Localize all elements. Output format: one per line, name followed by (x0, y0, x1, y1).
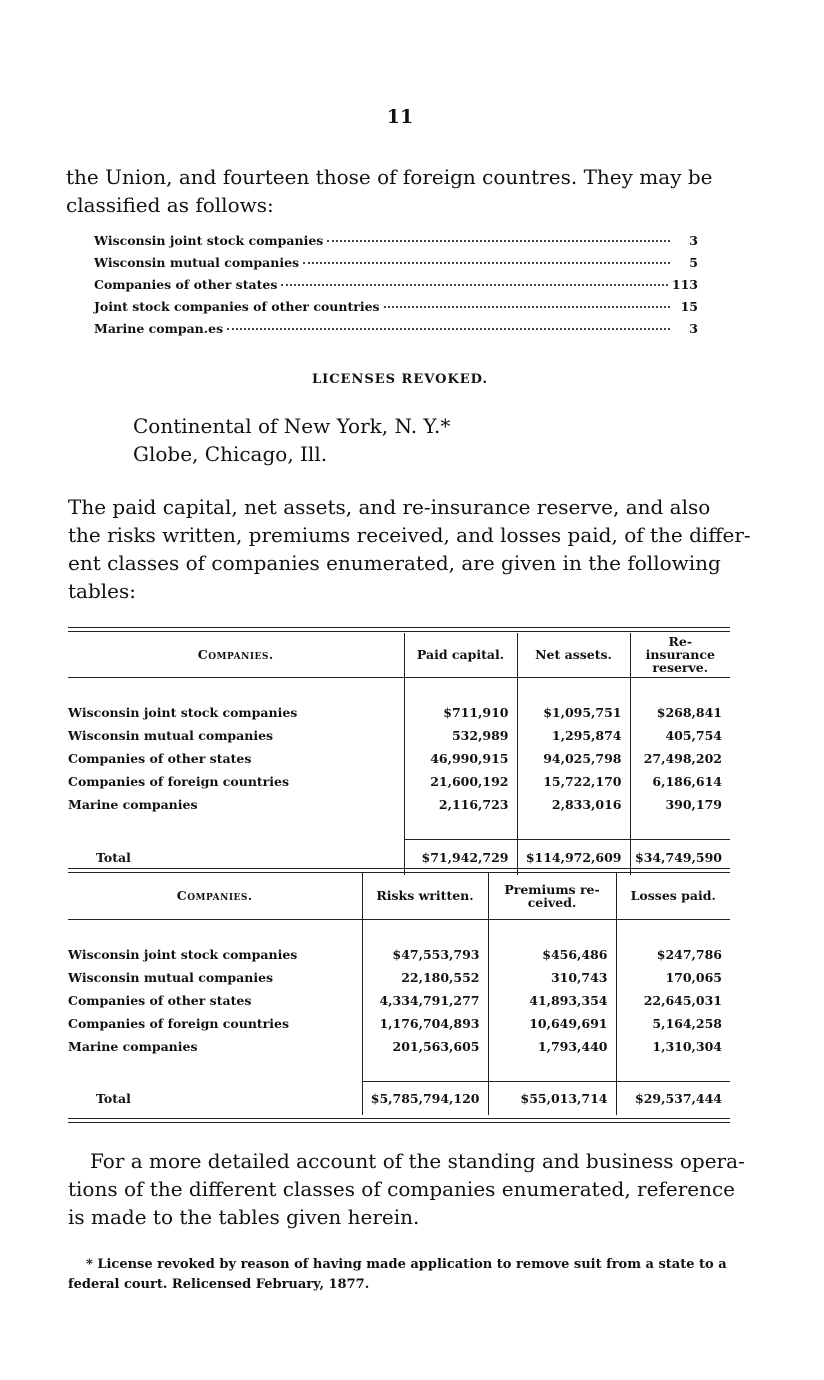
list-item (94, 321, 698, 343)
total-label: Total (96, 849, 131, 865)
column-header-net-assets: Net assets. (517, 633, 630, 677)
header-spacer (68, 919, 730, 943)
total-label: Total (96, 1090, 131, 1106)
footnote-line: federal court. Relicensed February, 1877. (68, 1277, 370, 1292)
page-number: 11 (386, 106, 414, 128)
classification-count: 3 (689, 321, 698, 336)
paragraph-line: ent classes of companies enumerated, are given in the following (68, 551, 721, 575)
table-rule (68, 631, 730, 632)
total-risks-written: $5,785,794,120 (362, 1081, 488, 1115)
risks-written-cell: 4,334,791,277 (362, 989, 488, 1012)
risks-premiums-table (68, 873, 730, 1115)
column-header-reinsurance-reserve: Re-insurance reserve. (630, 633, 730, 677)
table-rule (68, 627, 730, 628)
column-header-risks-written: Risks written. (362, 873, 488, 919)
revoked-company: Globe, Chicago, Ill. (133, 442, 328, 466)
classification-count: 15 (680, 299, 698, 314)
row-label: Wisconsin joint stock companies (68, 946, 298, 962)
list-item (94, 277, 698, 299)
dot-leader (227, 328, 670, 330)
premiums-received-cell: 1,793,440 (488, 1035, 616, 1058)
table-rule (68, 1122, 730, 1123)
reinsurance-cell: 390,179 (630, 793, 730, 816)
premiums-received-cell: 310,743 (488, 966, 616, 989)
paragraph-line: the Union, and fourteen those of foreign countres. They may be (66, 165, 713, 189)
table-row (68, 724, 730, 747)
classification-count: 5 (689, 255, 698, 270)
column-header-premiums-received: Premiums re-ceived. (488, 873, 616, 919)
list-item (94, 233, 698, 255)
classification-label: Wisconsin mutual companies (94, 255, 300, 270)
reinsurance-cell: 27,498,202 (630, 747, 730, 770)
row-label: Companies of other states (68, 992, 252, 1008)
reinsurance-cell: $268,841 (630, 701, 730, 724)
premiums-received-cell: 41,893,354 (488, 989, 616, 1012)
dot-leader (327, 240, 670, 242)
row-label: Wisconsin mutual companies (68, 969, 274, 985)
classification-label: Wisconsin joint stock companies (94, 233, 324, 248)
risks-written-cell: 1,176,704,893 (362, 1012, 488, 1035)
table-row (68, 701, 730, 724)
paid-capital-cell: 2,116,723 (404, 793, 517, 816)
table-header-row (68, 873, 730, 919)
column-header-companies: Companies. (197, 647, 274, 663)
total-reinsurance: $34,749,590 (630, 839, 730, 875)
footnote-line: * License revoked by reason of having made application to remove suit from a state to a (86, 1257, 727, 1272)
dot-leader (384, 306, 670, 308)
paragraph-line: is made to the tables given herein. (68, 1205, 420, 1229)
paragraph-line: For a more detailed account of the standing and business opera- (90, 1149, 745, 1173)
total-paid-capital: $71,942,729 (404, 839, 517, 875)
row-label: Companies of other states (68, 750, 252, 766)
total-premiums-received: $55,013,714 (488, 1081, 616, 1115)
revoked-company: Continental of New York, N. Y.* (133, 414, 451, 438)
reinsurance-cell: 405,754 (630, 724, 730, 747)
reinsurance-cell: 6,186,614 (630, 770, 730, 793)
footnote (68, 1255, 730, 1295)
total-net-assets: $114,972,609 (517, 839, 630, 875)
risks-written-cell: 201,563,605 (362, 1035, 488, 1058)
column-header-paid-capital: Paid capital. (404, 633, 517, 677)
net-assets-cell: 15,722,170 (517, 770, 630, 793)
column-header-companies: Companies. (176, 888, 253, 904)
premiums-received-cell: $456,486 (488, 943, 616, 966)
premiums-received-cell: 10,649,691 (488, 1012, 616, 1035)
classification-label: Marine compan.es (94, 321, 224, 336)
table-row (68, 989, 730, 1012)
licenses-revoked-heading: LICENSES REVOKED. (311, 372, 488, 387)
paid-capital-cell: $711,910 (404, 701, 517, 724)
list-item (94, 299, 698, 321)
table-header-row (68, 633, 730, 677)
losses-paid-cell: 22,645,031 (616, 989, 730, 1012)
paid-capital-cell: 46,990,915 (404, 747, 517, 770)
table-row (68, 1012, 730, 1035)
table-rule (68, 1118, 730, 1119)
paragraph-line: classified as follows: (66, 193, 274, 217)
paragraph-line: the risks written, premiums received, and losses paid, of the differ- (68, 523, 751, 547)
table-total-row (68, 1081, 730, 1115)
total-spacer (68, 1058, 730, 1082)
total-losses-paid: $29,537,444 (616, 1081, 730, 1115)
table-total-row (68, 839, 730, 875)
row-label: Companies of foreign countries (68, 1015, 290, 1031)
risks-written-cell: $47,553,793 (362, 943, 488, 966)
column-header-losses-paid: Losses paid. (616, 873, 730, 919)
classification-label: Joint stock companies of other countries (94, 299, 380, 314)
row-label: Companies of foreign countries (68, 773, 290, 789)
capital-assets-table (68, 633, 730, 875)
revoked-list (133, 412, 450, 468)
intro-paragraph (66, 163, 730, 219)
row-label: Wisconsin mutual companies (68, 727, 274, 743)
paid-capital-cell: 532,989 (404, 724, 517, 747)
losses-paid-cell: 1,310,304 (616, 1035, 730, 1058)
losses-paid-cell: $247,786 (616, 943, 730, 966)
dot-leader (303, 262, 670, 264)
row-label: Marine companies (68, 796, 198, 812)
paid-capital-cell: 21,600,192 (404, 770, 517, 793)
total-spacer (68, 816, 730, 840)
table-row (68, 966, 730, 989)
losses-paid-cell: 170,065 (616, 966, 730, 989)
paragraph-line: tables: (68, 579, 136, 603)
dot-leader (281, 284, 668, 286)
row-label: Marine companies (68, 1038, 198, 1054)
paragraph-line: tions of the different classes of companies enumerated, reference (68, 1177, 736, 1201)
classification-count: 113 (671, 277, 698, 292)
table-row (68, 1035, 730, 1058)
classification-count: 3 (689, 233, 698, 248)
closing-paragraph (68, 1147, 745, 1231)
classification-label: Companies of other states (94, 277, 278, 292)
net-assets-cell: $1,095,751 (517, 701, 630, 724)
paragraph-line: The paid capital, net assets, and re-insurance reserve, and also (68, 495, 711, 519)
table-row (68, 747, 730, 770)
net-assets-cell: 94,025,798 (517, 747, 630, 770)
table-row (68, 770, 730, 793)
table-rule (68, 868, 730, 869)
net-assets-cell: 2,833,016 (517, 793, 630, 816)
net-assets-cell: 1,295,874 (517, 724, 630, 747)
row-label: Wisconsin joint stock companies (68, 704, 298, 720)
tables-intro-paragraph (68, 493, 751, 605)
list-item (94, 255, 698, 277)
risks-written-cell: 22,180,552 (362, 966, 488, 989)
header-spacer (68, 677, 730, 701)
table-row (68, 943, 730, 966)
losses-paid-cell: 5,164,258 (616, 1012, 730, 1035)
table-row (68, 793, 730, 816)
classification-list (94, 233, 698, 343)
